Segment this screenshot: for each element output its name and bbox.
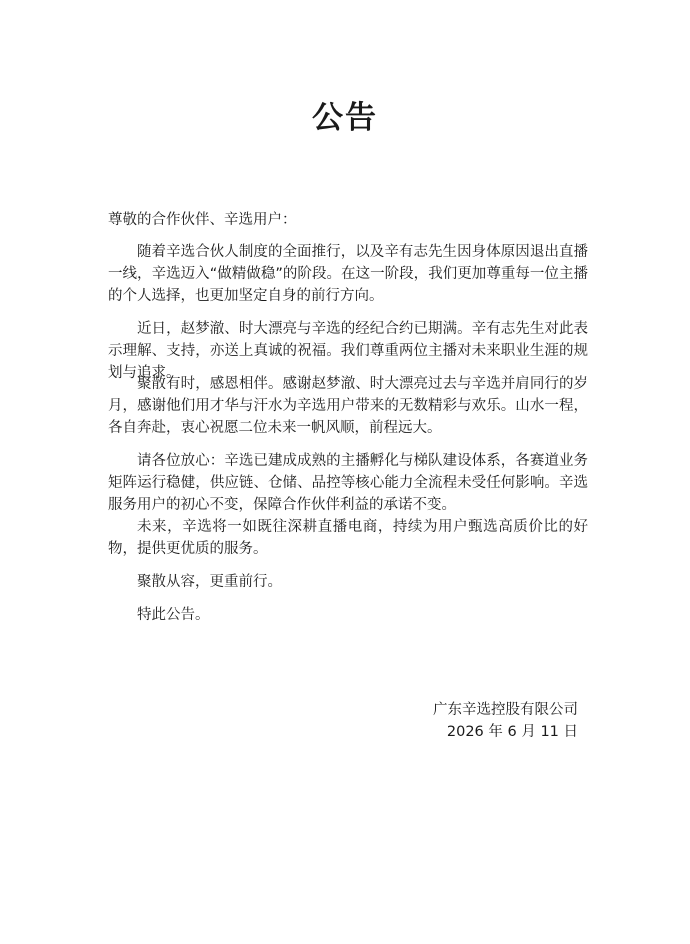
salutation: 尊敬的合作伙伴、辛选用户： bbox=[108, 212, 297, 228]
paragraph-7: 特此公告。 bbox=[137, 607, 210, 623]
paragraph-4: 请各位放心：辛选已建成成熟的主播孵化与梯队建设体系，各赛道业务矩阵运行稳健，供应链、仓储、品控等核心能力全流程未受任何影响。辛选服务用户的初心不变，保障合作伙伴利益的承诺不变。 bbox=[108, 453, 588, 513]
paragraph-1: 随着辛选合伙人制度的全面推行，以及辛有志先生因身体原因退出直播一线，辛选迈入“做精做稳”的阶段。在这一阶段，我们更加尊重每一位主播的个人选择，也更加坚定自身的前行方向。 bbox=[108, 244, 588, 304]
signature-block bbox=[433, 699, 578, 743]
company-name: 广东辛选控股有限公司 bbox=[433, 702, 578, 718]
paragraph-5: 未来，辛选将一如既往深耕直播电商，持续为用户甄选高质价比的好物，提供更优质的服务。 bbox=[108, 519, 588, 557]
notice-title: 公告 bbox=[312, 100, 378, 136]
paragraph-3: 聚散有时，感恩相伴。感谢赵梦澈、时大漂亮过去与辛选并肩同行的岁月，感谢他们用才华与汗水为辛选用户带来的无数精彩与欢乐。山水一程，各自奔赴，衷心祝愿二位未来一帆风顺，前程远大。 bbox=[108, 376, 588, 436]
paragraph-6: 聚散从容，更重前行。 bbox=[137, 574, 282, 590]
paragraph-2: 近日，赵梦澈、时大漂亮与辛选的经纪合约已期满。辛有志先生对此表示理解、支持，亦送上真诚的祝福。我们尊重两位主播对未来职业生涯的规划与追求。 bbox=[108, 321, 588, 381]
notice-date: 2026 年 6 月 11 日 bbox=[446, 724, 578, 740]
